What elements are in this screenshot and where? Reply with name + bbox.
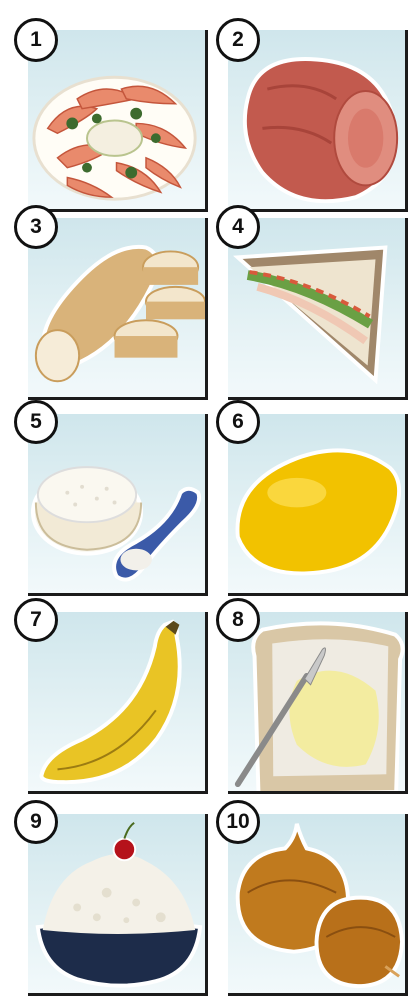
bread-icon (28, 218, 205, 397)
roast-beef-icon (228, 30, 405, 209)
sandwich-icon (228, 218, 405, 397)
food-card-2 (228, 30, 408, 212)
food-card-6 (228, 414, 408, 596)
food-card-10 (228, 814, 408, 996)
item-number-badge: 7 (14, 598, 58, 642)
item-number-badge: 3 (14, 205, 58, 249)
item-number-badge: 1 (14, 18, 58, 62)
item-number-badge: 2 (216, 18, 260, 62)
food-card-5 (28, 414, 208, 596)
banana-icon (28, 612, 205, 791)
food-card-9 (28, 814, 208, 996)
rice-bowl-icon (28, 414, 205, 593)
ice-cream-icon (28, 814, 205, 993)
item-number-badge: 10 (216, 800, 260, 844)
item-number-badge: 4 (216, 205, 260, 249)
bread-and-butter-icon (228, 612, 405, 791)
food-card-7 (28, 612, 208, 794)
item-number-badge: 5 (14, 400, 58, 444)
item-number-badge: 8 (216, 598, 260, 642)
item-number-badge: 9 (14, 800, 58, 844)
food-card-3 (28, 218, 208, 400)
onions-icon (228, 814, 405, 993)
food-card-4 (228, 218, 408, 400)
lemon-icon (228, 414, 405, 593)
food-card-8 (228, 612, 408, 794)
prawns-icon (28, 30, 205, 209)
food-card-1 (28, 30, 208, 212)
item-number-badge: 6 (216, 400, 260, 444)
